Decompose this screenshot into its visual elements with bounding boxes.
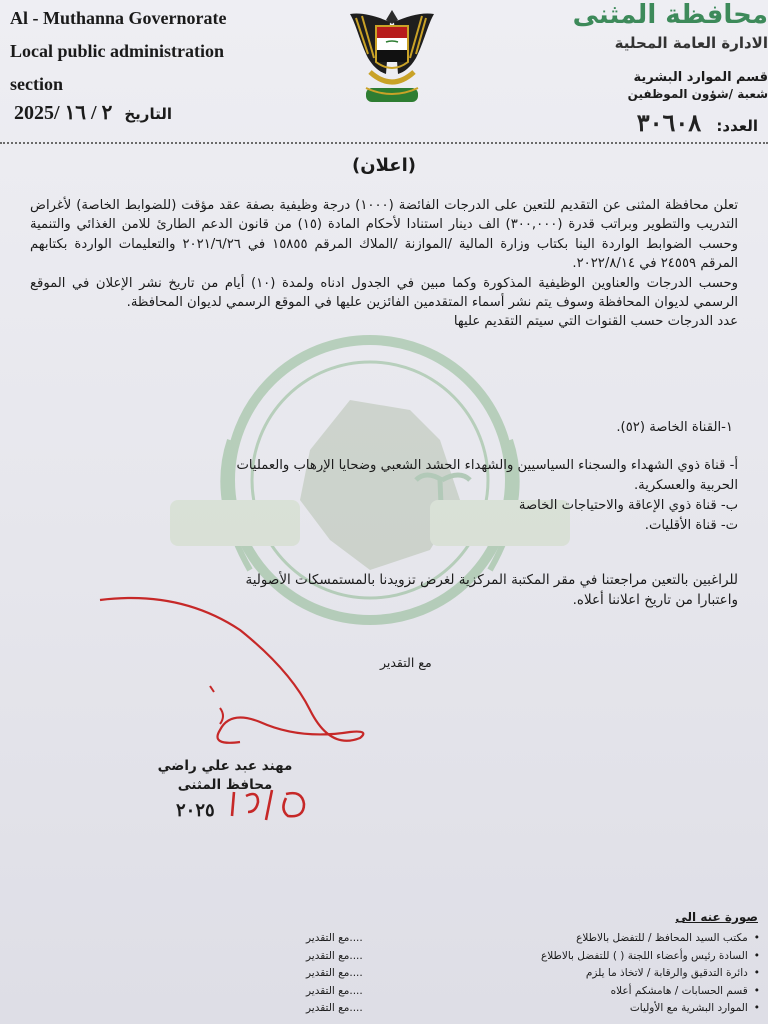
- document-date-value: 2025/ ٢ / ١٦: [14, 102, 113, 124]
- signatory-name: مهند عبد علي راضي: [157, 758, 293, 774]
- signatory-title: محافظ المثنى: [177, 777, 273, 793]
- arabic-section-name: قسم الموارد البشرية: [633, 70, 768, 85]
- distribution-item: [300, 948, 760, 966]
- regards-text: مع التقدير: [380, 655, 432, 670]
- english-governorate-name: Al - Muthanna Governorate: [10, 8, 227, 28]
- arabic-division-name: شعبة /شؤون الموظفين: [627, 87, 768, 101]
- distribution-item: [300, 930, 760, 948]
- handwritten-date-mark: [228, 786, 338, 826]
- announcement-paragraph-3: عدد الدرجات حسب القنوات التي سيتم التقديم عليها: [453, 314, 738, 330]
- distribution-item: [300, 983, 760, 1001]
- distribution-item-suffix: ....مع التقدير: [306, 1002, 363, 1015]
- signature-date: ٢٠٢٥: [176, 800, 215, 821]
- english-letterhead: [10, 2, 310, 101]
- distribution-item-suffix: ....مع التقدير: [306, 949, 363, 962]
- channel-list: [28, 456, 738, 536]
- header-divider: [0, 142, 768, 144]
- distribution-item-suffix: ....مع التقدير: [306, 932, 363, 944]
- bullet-icon: •: [753, 932, 760, 944]
- channel-item-b: ب- قناة ذوي الإعاقة والاحتياجات الخاصة: [518, 498, 738, 513]
- document-date: [14, 100, 172, 125]
- announcement-paragraph-1: تعلن محافظة المثنى عن التقديم للتعين على الدرجات الفائضة (١٠٠٠) درجة وظيفية بصفة عقد مؤقت (للضوابط الخاصة) لأغراض التدريب والتطوير وبراتب قدرة (٣٠٠,٠٠٠) الف دينار استنادا لأحكام المادة (١٥) من قانون الدعم الطارئ للامن الغذائي والتنمية وحسب الضوابط الواردة الينا بكتاب وزارة المالية /الموازنة /الملاك المرقم ١٥٨٥٥ في ٢٠٢١/٦/٢٦ والتعليمات الواردة بكتابهم المرقم ٢٤٥٥٩ في ٢٠٢٢/٨/١٤.: [30, 198, 739, 272]
- arabic-letterhead: [568, 0, 768, 101]
- closing-line-1: للراغبين بالتعين مراجعتنا في مقر المكتبة المركزية لغرض تزويدنا بالمستمسكات الأصولية: [245, 572, 738, 588]
- announcement-body: [30, 196, 738, 332]
- distribution-item-text: مكتب السيد المحافظ / للتفضل بالاطلاع: [576, 932, 748, 944]
- distribution-list: [300, 930, 760, 1018]
- distribution-item-text: دائرة التدقيق والرقابة / لاتخاذ ما يلزم: [585, 967, 748, 980]
- english-section-name: section: [10, 74, 63, 94]
- distribution-item: [300, 965, 760, 983]
- arabic-governorate-name: محافظة المثنى: [572, 0, 768, 30]
- distribution-item-suffix: ....مع التقدير: [306, 967, 363, 980]
- bullet-icon: •: [753, 967, 760, 980]
- copy-to-heading: صورة عنه الى: [675, 910, 758, 924]
- distribution-item-suffix: ....مع التقدير: [306, 984, 363, 997]
- document-number-label: العدد:: [716, 117, 758, 135]
- closing-line-2: واعتبارا من تاريخ اعلاننا أعلاه.: [572, 592, 738, 608]
- channel-item-a-line-1: أ- قناة ذوي الشهداء والسجناء السياسيين والشهداء الحشد الشعبي وضحايا الإرهاب والعمليات: [236, 458, 738, 473]
- distribution-item-text: السادة رئيس وأعضاء اللجنة ( ) للتفضل بالاطلاع: [540, 949, 748, 962]
- announcement-paragraph-2: وحسب الدرجات والعناوين الوظيفية المذكورة وكما مبين في الجدول ادناه ولمدة (١٠) أيام من تاريخ نشر الإعلان في الموقع الرسمي لديوان المحافظة وسوف يتم نشر أسماء المتقدمين الفائزين عليها في الموقع الرسمي لديوان المحافظة.: [30, 275, 738, 311]
- distribution-item: [300, 1000, 760, 1018]
- document-number: [637, 108, 758, 137]
- distribution-item-text: قسم الحسابات / هامشكم أعلاه: [610, 984, 748, 997]
- channel-item-c: ت- قناة الأقليات.: [644, 518, 738, 533]
- bullet-icon: •: [753, 949, 760, 962]
- distribution-item-text: الموارد البشرية مع الأوليات: [629, 1002, 748, 1015]
- channel-item-a-line-2: الحربية والعسكرية.: [633, 478, 738, 493]
- english-administration-name: Local public administration: [10, 41, 225, 61]
- arabic-administration-name: الادارة العامة المحلية: [614, 34, 768, 52]
- document-date-label: التاريخ: [124, 105, 172, 123]
- bullet-icon: •: [753, 984, 760, 997]
- special-channel-heading: ١-القناة الخاصة (٥٢).: [616, 420, 733, 435]
- announcement-title: (اعلان): [352, 155, 416, 176]
- bullet-icon: •: [753, 1002, 760, 1015]
- document-number-value: ٣٠٦٠٨: [636, 108, 702, 137]
- iraq-eagle-emblem: [346, 2, 438, 110]
